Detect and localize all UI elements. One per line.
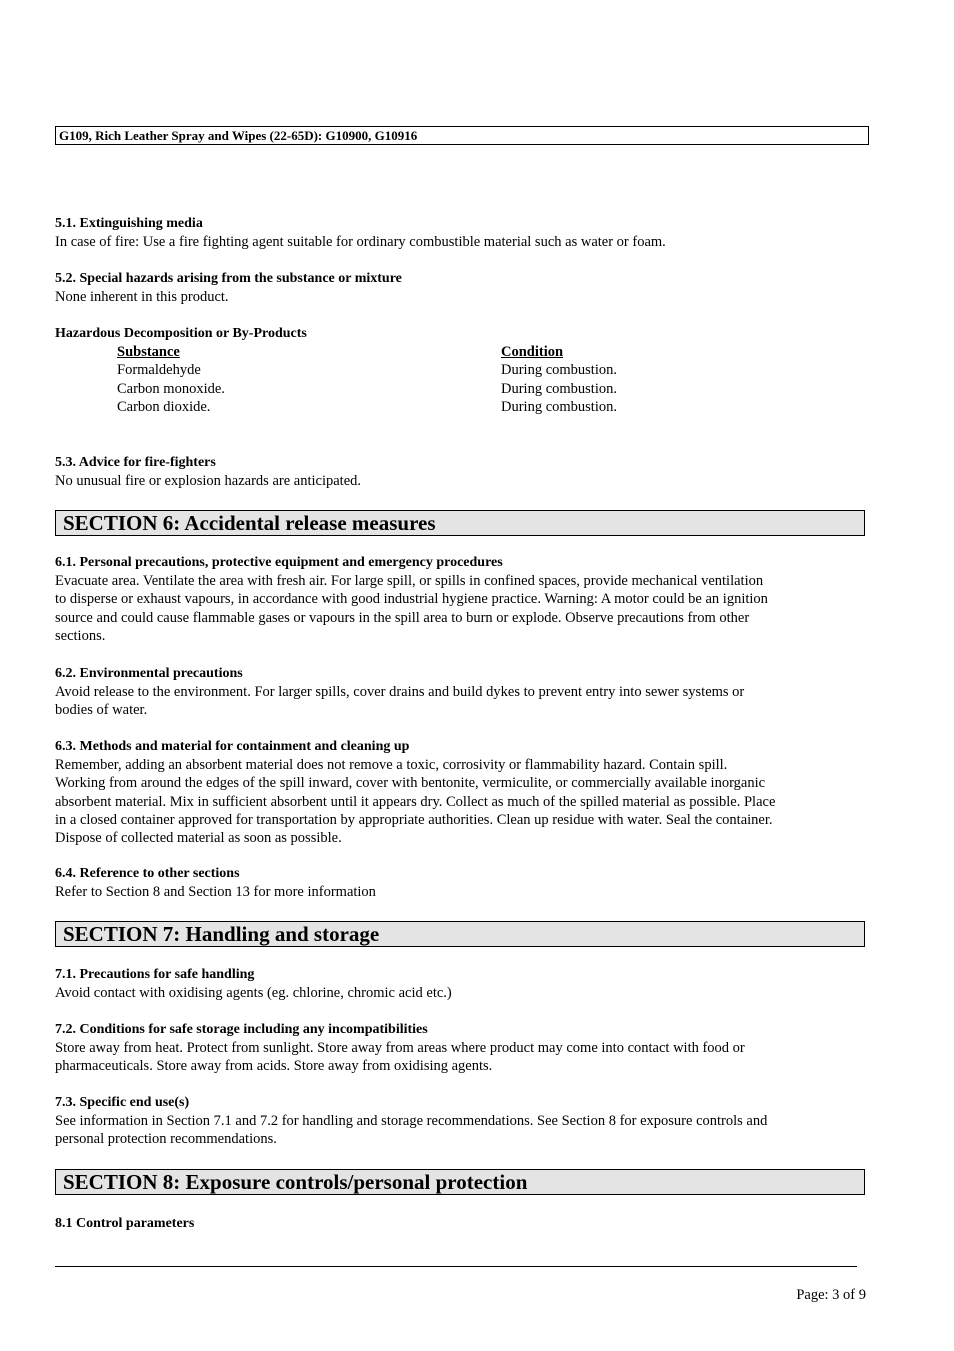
heading-7-3: 7.3. Specific end use(s) bbox=[55, 1095, 190, 1110]
text-line: bodies of water. bbox=[55, 702, 148, 719]
heading-8-1: 8.1 Control parameters bbox=[55, 1216, 195, 1231]
section-5-3 bbox=[55, 454, 867, 490]
text-5-1: In case of fire: Use a fire fighting agent suitable for ordinary combustible material such as water or foam. bbox=[55, 234, 666, 250]
table-row bbox=[117, 398, 717, 416]
section-7-title: SECTION 7: Handling and storage bbox=[55, 921, 865, 947]
section-6-3 bbox=[55, 738, 867, 847]
section-6-2 bbox=[55, 665, 867, 720]
text-line: Dispose of collected material as soon as possible. bbox=[55, 830, 342, 847]
substance-cell: Carbon monoxide. bbox=[117, 380, 225, 397]
condition-cell: During combustion. bbox=[501, 380, 617, 397]
table-row bbox=[117, 361, 717, 379]
heading-6-4: 6.4. Reference to other sections bbox=[55, 866, 240, 881]
text-line: Store away from heat. Protect from sunlight. Store away from areas where product may come into contact with food or bbox=[55, 1040, 745, 1056]
section-6-title: SECTION 6: Accidental release measures bbox=[55, 510, 865, 536]
text-6-4: Refer to Section 8 and Section 13 for more information bbox=[55, 884, 376, 900]
section-5-1 bbox=[55, 215, 867, 251]
text-7-1: Avoid contact with oxidising agents (eg. chlorine, chromic acid etc.) bbox=[55, 985, 452, 1001]
heading-7-2: 7.2. Conditions for safe storage including any incompatibilities bbox=[55, 1022, 428, 1037]
section-8-1 bbox=[55, 1215, 867, 1233]
section-7-1 bbox=[55, 966, 867, 1002]
substance-cell: Carbon dioxide. bbox=[117, 398, 211, 415]
text-5-3: No unusual fire or explosion hazards are anticipated. bbox=[55, 473, 362, 489]
text-line: in a closed container approved for transportation by appropriate authorities. Clean up residue with water. Seal the container. bbox=[55, 811, 773, 828]
decomposition-table bbox=[117, 343, 717, 416]
heading-6-2: 6.2. Environmental precautions bbox=[55, 666, 243, 681]
heading-6-1: 6.1. Personal precautions, protective equipment and emergency procedures bbox=[55, 555, 503, 570]
text-line: source and could cause flammable gases or vapours in the spill area to burn or explode. Observe precautions from other bbox=[55, 609, 750, 626]
decomposition-heading: Hazardous Decomposition or By-Products bbox=[55, 326, 307, 341]
text-line: personal protection recommendations. bbox=[55, 1131, 277, 1148]
text-line: sections. bbox=[55, 627, 106, 644]
section-7-2 bbox=[55, 1021, 867, 1076]
heading-5-2: 5.2. Special hazards arising from the substance or mixture bbox=[55, 271, 402, 286]
substance-cell: Formaldehyde bbox=[117, 362, 201, 379]
heading-5-1: 5.1. Extinguishing media bbox=[55, 216, 203, 231]
heading-6-3: 6.3. Methods and material for containment and cleaning up bbox=[55, 739, 410, 754]
text-line: to disperse or exhaust vapours, in accordance with good industrial hygiene practice. Warning: A motor could be an ignition bbox=[55, 591, 768, 608]
table-row bbox=[117, 380, 717, 398]
text-line: absorbent material. Mix in sufficient absorbent until it appears dry. Collect as much of the spilled material as possible. Place bbox=[55, 793, 776, 810]
section-8-title: SECTION 8: Exposure controls/personal protection bbox=[55, 1169, 865, 1195]
text-line: Remember, adding an absorbent material does not remove a toxic, corrosivity or flammability hazard. Contain spill. bbox=[55, 757, 728, 773]
heading-5-3: 5.3. Advice for fire-fighters bbox=[55, 455, 216, 470]
product-header: G109, Rich Leather Spray and Wipes (22-65D): G10900, G10916 bbox=[55, 126, 869, 145]
text-line: pharmaceuticals. Store away from acids. Store away from oxidising agents. bbox=[55, 1058, 493, 1075]
column-header-substance: Substance bbox=[117, 344, 180, 360]
footer-divider bbox=[55, 1266, 857, 1267]
text-line: Working from around the edges of the spill inward, cover with bentonite, vermiculite, or commercially available inorganic bbox=[55, 775, 766, 792]
column-header-condition: Condition bbox=[501, 344, 564, 360]
section-7-3 bbox=[55, 1094, 867, 1149]
text-5-2: None inherent in this product. bbox=[55, 289, 229, 305]
text-line: Avoid release to the environment. For larger spills, cover drains and build dykes to prevent entry into sewer systems or bbox=[55, 684, 745, 700]
heading-7-1: 7.1. Precautions for safe handling bbox=[55, 967, 255, 982]
text-line: See information in Section 7.1 and 7.2 for handling and storage recommendations. See Section 8 for exposure controls and bbox=[55, 1113, 768, 1129]
section-5-2 bbox=[55, 270, 867, 306]
section-6-4 bbox=[55, 865, 867, 901]
condition-cell: During combustion. bbox=[501, 362, 617, 379]
condition-cell: During combustion. bbox=[501, 398, 617, 415]
decomposition-heading-block bbox=[55, 325, 867, 343]
section-6-1 bbox=[55, 554, 867, 645]
table-header-row bbox=[117, 343, 717, 361]
page-number: Page: 3 of 9 bbox=[796, 1287, 866, 1303]
text-line: Evacuate area. Ventilate the area with fresh air. For large spill, or spills in confined spaces, provide mechanical ventilation bbox=[55, 573, 764, 589]
